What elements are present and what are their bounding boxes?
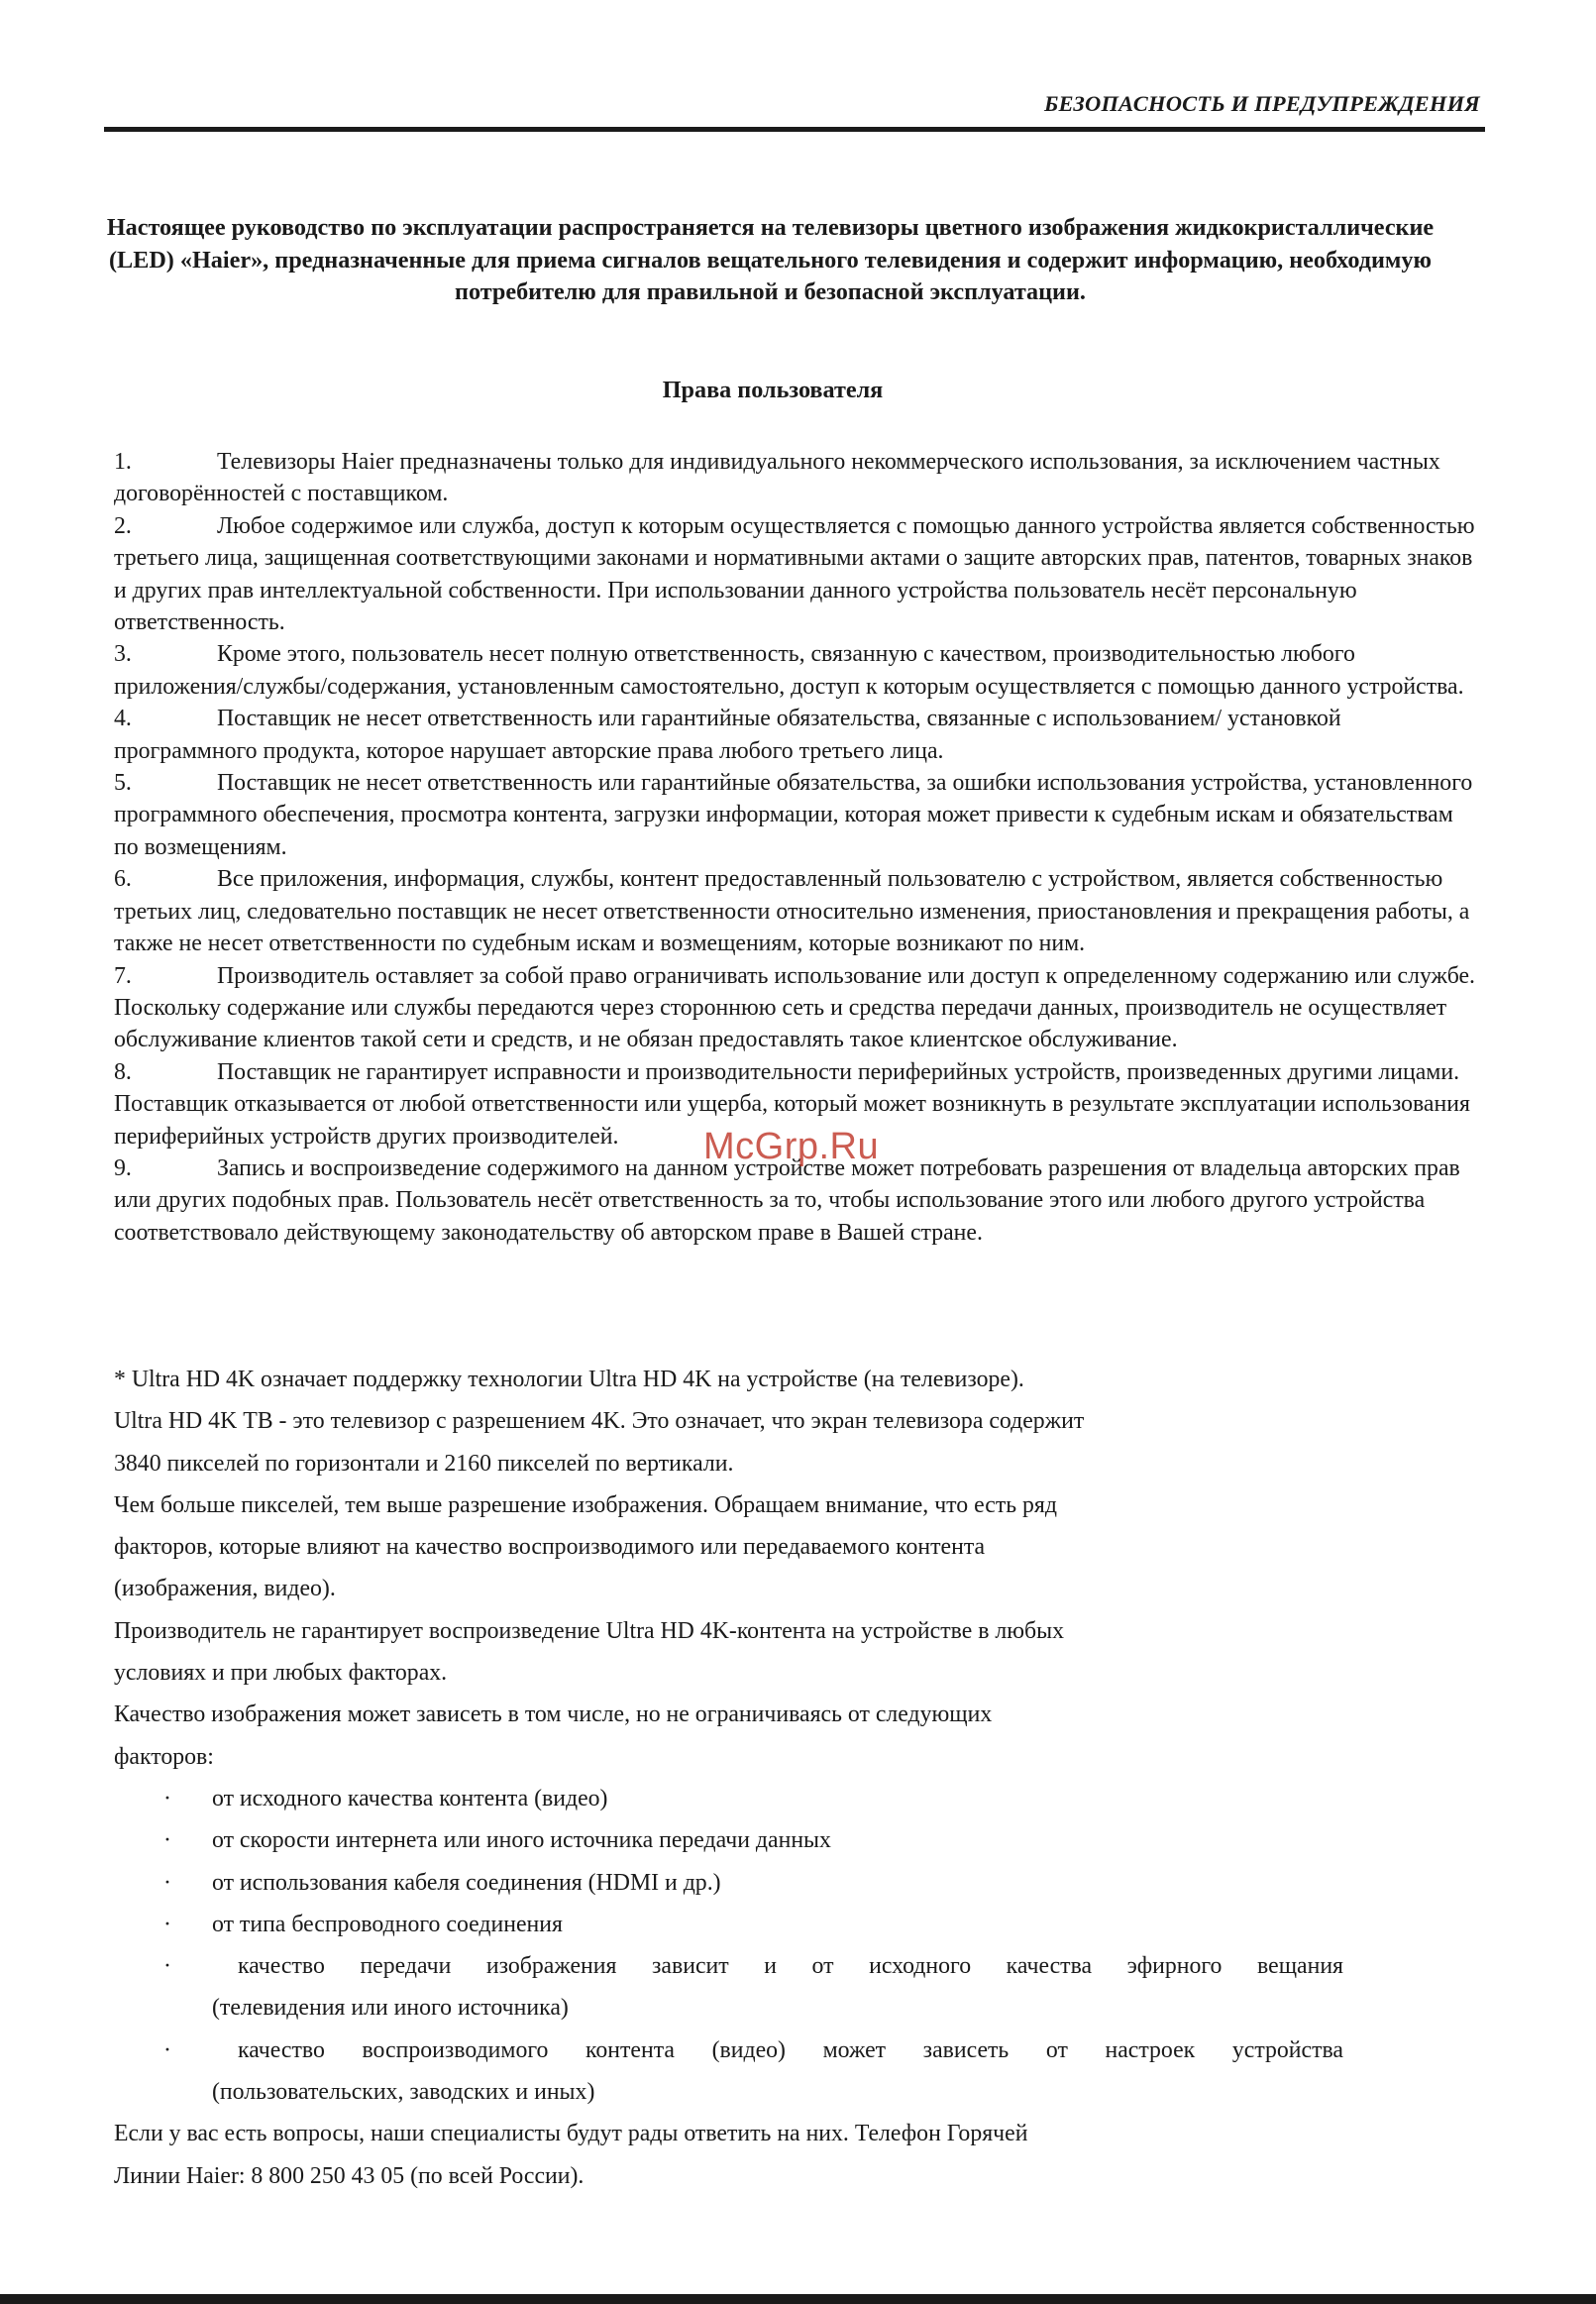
rights-item — [114, 767, 1476, 863]
bullet-dot: · — [163, 2036, 171, 2063]
rights-item-text: Поставщик не несет ответственность или гарантийные обязательства, связанные с использованием/ установкой программного продукта, которое нарушает авторские права любого третьего лица. — [114, 706, 1341, 764]
rights-item — [114, 863, 1476, 959]
rights-item-text: Кроме этого, пользователь несет полную ответственность, связанную с качеством, производительностью любого приложения/службы/содержания, установленным самостоятельно, доступ к которым осуществляется с помощью данного устройства. — [114, 641, 1464, 700]
note-line: факторов, которые влияют на качество воспроизводимого или передаваемого контента — [114, 1534, 986, 1561]
bullet-dot: · — [163, 1911, 171, 1937]
note-line: Производитель не гарантирует воспроизведение Ultra HD 4K-контента на устройстве в любых — [114, 1617, 1065, 1644]
rights-item — [114, 703, 1476, 767]
closing-line: Если у вас есть вопросы, наши специалисты будут рады ответить на них. Телефон Горячей — [114, 2121, 1028, 2147]
bullet-text: от исходного качества контента (видео) — [212, 1785, 608, 1811]
bullet-dot: · — [163, 1869, 171, 1896]
list-item — [114, 2030, 1343, 2114]
note-line: (изображения, видео). — [114, 1576, 336, 1602]
rights-item-text: Поставщик не гарантирует исправности и производительности периферийных устройств, произведенных другими лицами. Поставщик отказывается от любой ответственности или ущерба, который может возникнуть в результате эксплуатации использования периферийных устройств других производителей. — [114, 1058, 1470, 1150]
rights-item-text: Любое содержимое или служба, доступ к которым осуществляется с помощью данного устройства является собственностью третьего лица, защищенная соответствующими законами и нормативными актами о защите авторских прав, патентов, товарных знаков и других прав интеллектуальной собственности. При использовании данного устройства пользователь несёт персональную ответственность. — [114, 512, 1475, 636]
closing-line: Линии Haier: 8 800 250 43 05 (по всей России). — [114, 2162, 585, 2189]
list-item — [114, 1945, 1343, 2030]
rights-item-text: Все приложения, информация, службы, контент предоставленный пользователю с устройством, является собственностью третьих лиц, следовательно поставщик не несет ответственности относительно изменения, приостановления и прекращения работы, а также не несет ответственности по судебным искам и возмещениям, которые возникают по ним. — [114, 866, 1470, 957]
bullet-text-continued: (пользовательских, заводских и иных) — [212, 2079, 595, 2106]
note-line: * Ultra HD 4K означает поддержку технологии Ultra HD 4K на устройстве (на телевизоре). — [114, 1367, 1024, 1392]
rights-item-number: 8. — [114, 1058, 132, 1085]
bullet-text: качество воспроизводимого контента (видео) может зависеть от настроек устройства — [238, 2036, 1343, 2063]
header-title: БЕЗОПАСНОСТЬ И ПРЕДУПРЕЖДЕНИЯ — [1043, 91, 1480, 116]
list-item — [114, 1904, 1343, 1945]
rights-item-text: Производитель оставляет за собой право ограничивать использование или доступ к определенному содержанию или службе. Поскольку содержание или службы передаются через стороннюю сеть и средства передачи данных, производитель не осуществляет обслуживание клиентов такой сети и средств, и не обязан предоставлять такое клиентское обслуживание. — [114, 962, 1475, 1053]
rights-item-number: 3. — [114, 641, 132, 668]
note-line: 3840 пикселей по горизонтали и 2160 пикселей по вертикали. — [114, 1450, 734, 1477]
bullet-dot: · — [163, 1827, 171, 1854]
bullet-text: качество передачи изображения зависит и от исходного качества эфирного вещания — [238, 1953, 1343, 1980]
header-rule — [104, 127, 1485, 132]
rights-item-number: 2. — [114, 512, 132, 539]
rights-item-number: 9. — [114, 1154, 132, 1181]
ultra-hd-notes — [114, 1359, 1432, 2197]
rights-item — [114, 446, 1476, 510]
rights-item-text: Поставщик не несет ответственность или гарантийные обязательства, за ошибки использования устройства, установленного программного обеспечения, просмотра контента, загрузки информации, которая может привести к судебным искам и обязательствам по возмещениям. — [114, 770, 1473, 860]
bullet-text: от использования кабеля соединения (HDMI и др.) — [212, 1869, 721, 1896]
footer-rule — [0, 2294, 1596, 2304]
note-line: условиях и при любых факторах. — [114, 1660, 448, 1687]
rights-item — [114, 510, 1476, 639]
bullet-dot: · — [163, 1785, 171, 1811]
rights-item-number: 6. — [114, 866, 132, 893]
note-line: Качество изображения может зависеть в том числе, но не ограничиваясь от следующих — [114, 1701, 993, 1728]
rights-item — [114, 638, 1476, 703]
bullet-dot: · — [163, 1953, 171, 1980]
note-line: факторов: — [114, 1743, 214, 1770]
section-heading-user-rights: Права пользователя — [662, 377, 884, 403]
intro-paragraph: Настоящее руководство по эксплуатации распространяется на телевизоры цветного изображения жидкокристаллические (LED) «Haier», предназначенные для приема сигналов вещательного телевидения и содержит информацию, необходимую потребителю для правильной и безопасной эксплуатации. — [106, 214, 1435, 305]
quality-factors-list — [114, 1778, 1432, 2113]
watermark: McGrp.Ru — [703, 1126, 880, 1167]
list-item — [114, 1819, 1343, 1861]
bullet-text: от типа беспроводного соединения — [212, 1911, 563, 1937]
rights-item-number: 5. — [114, 770, 132, 797]
rights-item-text: Телевизоры Haier предназначены только для индивидуального некоммерческого использования, за исключением частных договорённостей с поставщиком. — [114, 449, 1440, 507]
rights-item-number: 1. — [114, 449, 132, 475]
rights-item-number: 4. — [114, 706, 132, 732]
list-item — [114, 1778, 1343, 1819]
rights-item-text: Запись и воспроизведение содержимого на данном устройстве может потребовать разрешения от владельца авторских прав или других подобных прав. Пользователь несёт ответственность за то, чтобы использование этого или любого другого устройства соответствовало действующему законодательству об авторском праве в Вашей стране. — [114, 1154, 1460, 1246]
rights-item — [114, 960, 1476, 1056]
note-line: Чем больше пикселей, тем выше разрешение изображения. Обращаем внимание, что есть ряд — [114, 1491, 1057, 1518]
bullet-text-continued: (телевидения или иного источника) — [212, 1995, 569, 2022]
rights-item-number: 7. — [114, 962, 132, 989]
bullet-text: от скорости интернета или иного источника передачи данных — [212, 1827, 831, 1854]
list-item — [114, 1862, 1343, 1904]
note-line: Ultra HD 4K ТВ - это телевизор с разрешением 4K. Это означает, что экран телевизора содержит — [114, 1408, 1085, 1435]
